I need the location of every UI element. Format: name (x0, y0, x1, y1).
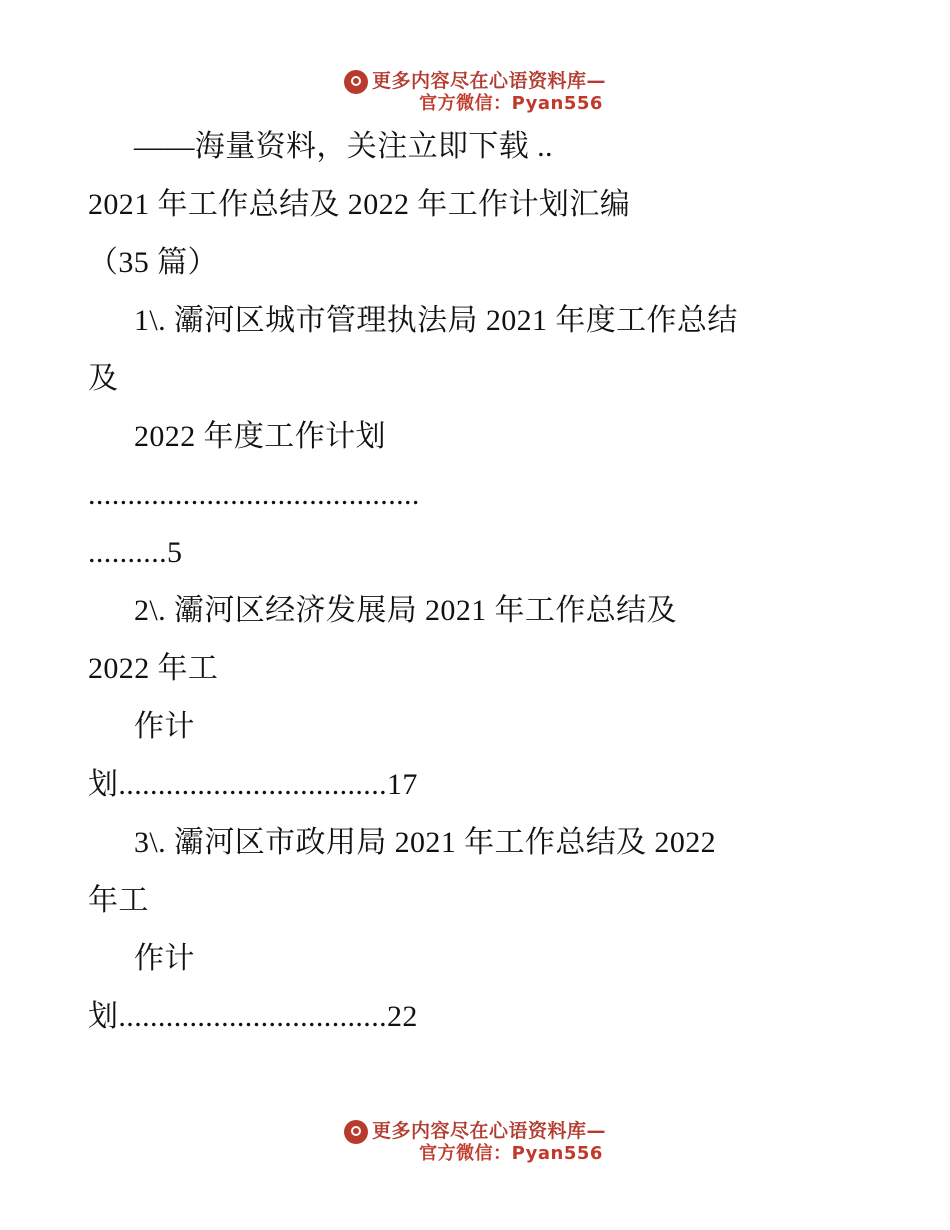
document-line: 3\. 灞河区市政用局 2021 年工作总结及 2022 (134, 826, 717, 859)
watermark-line2: 官方微信：Pyan556 (419, 1143, 603, 1164)
watermark-line1: 更多内容尽在心语资料库— (371, 70, 606, 92)
circle-logo-icon (344, 1120, 368, 1144)
watermark-line2: 官方微信：Pyan556 (419, 93, 603, 114)
document-line: 年工 (88, 884, 149, 917)
watermark-content (344, 1122, 606, 1163)
document-line: 划..................................22 (88, 1000, 418, 1033)
document-line: ——海量资料，关注立即下载 .. (134, 130, 553, 163)
document-line: 2022 年工 (88, 652, 219, 685)
document-line: 作计 (134, 710, 195, 743)
document-line: （35 篇） (88, 246, 218, 279)
document-line: 划..................................17 (88, 768, 418, 801)
document-line: 2022 年度工作计划 (134, 420, 386, 453)
document-line: ..........5 (88, 536, 183, 569)
circle-logo-icon (344, 70, 368, 94)
watermark-bottom (0, 1122, 950, 1163)
document-line: 2\. 灞河区经济发展局 2021 年工作总结及 (134, 594, 677, 627)
document-text-body (88, 118, 878, 1046)
watermark-top (0, 72, 950, 113)
document-line: 及 (88, 362, 119, 395)
document-line: 1\. 灞河区城市管理执法局 2021 年度工作总结 (134, 304, 738, 337)
document-line: .......................................... (88, 478, 420, 511)
document-line: 作计 (134, 942, 195, 975)
document-line: 2021 年工作总结及 2022 年工作计划汇编 (88, 188, 631, 221)
watermark-line1: 更多内容尽在心语资料库— (371, 1120, 606, 1142)
watermark-content (344, 72, 606, 113)
